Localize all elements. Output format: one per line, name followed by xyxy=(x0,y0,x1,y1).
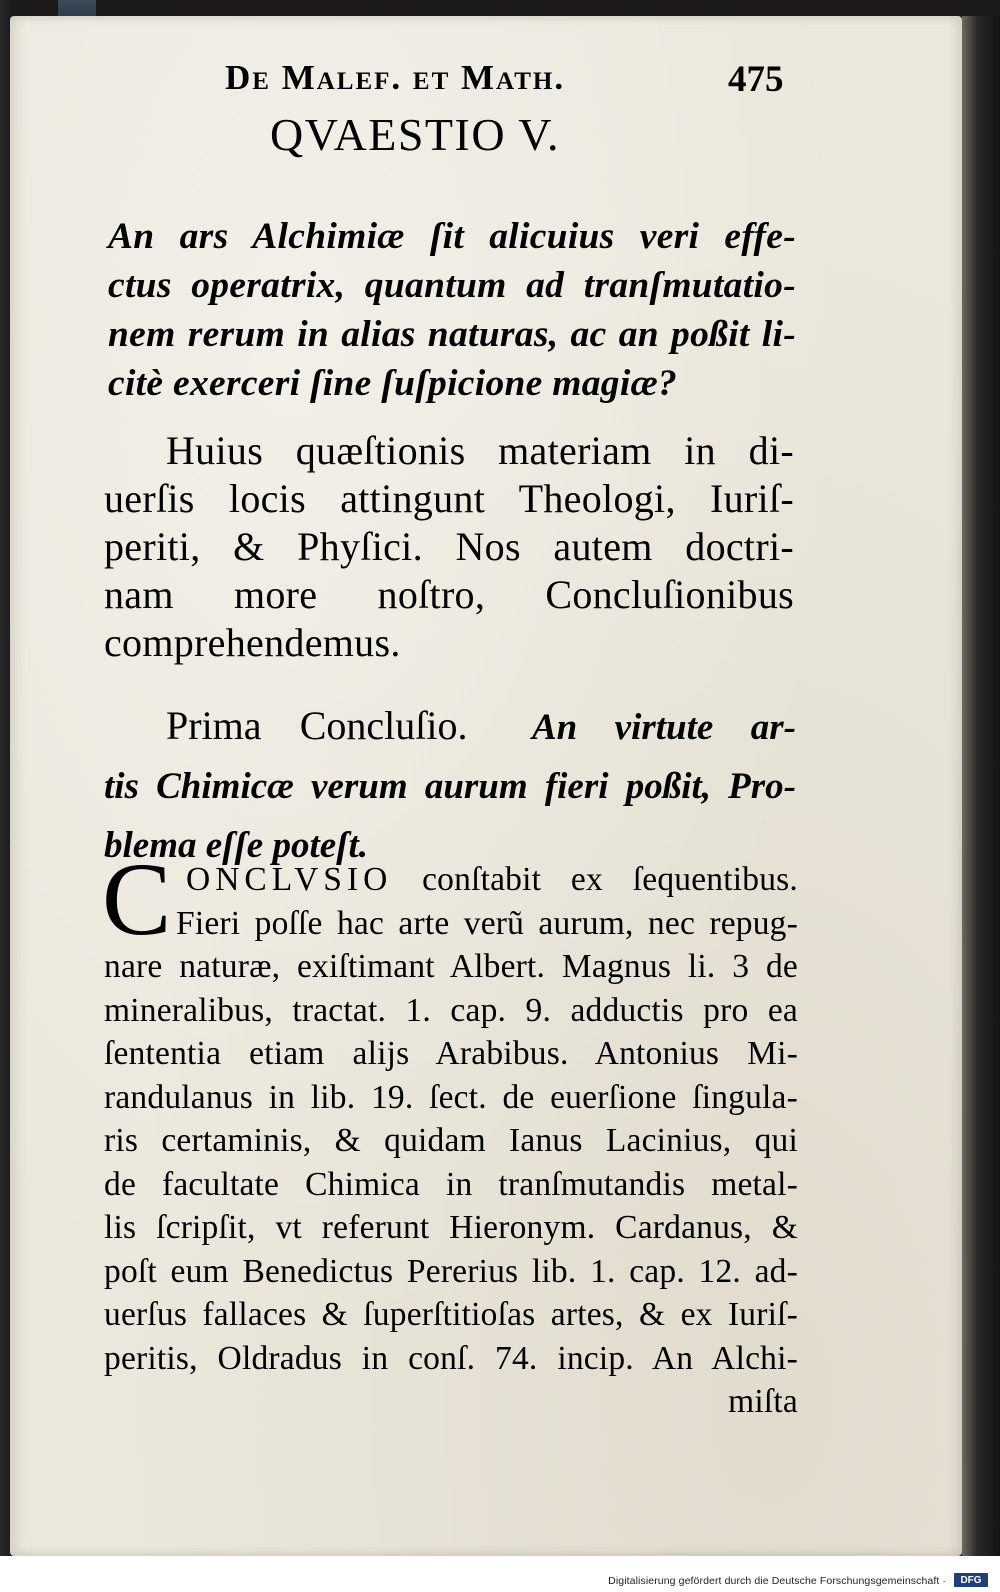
body-first-word: ONCLVSIO xyxy=(186,861,393,898)
intro-line: periti, & Phyſici. Nos autem doctri- xyxy=(104,524,794,569)
body-line: lis ſcripſit, vt referunt Hieronym. Cardanus, & xyxy=(104,1209,798,1246)
body-line: poſt eum Benedictus Pererius lib. 1. cap. 12. ad- xyxy=(104,1252,798,1290)
page-number: 475 xyxy=(728,59,784,100)
body-line: ſententia etiam alijs Arabibus. Antonius Mi- xyxy=(104,1035,798,1072)
body-line: nare naturæ, exiſtimant Albert. Magnus li. 3 de xyxy=(104,948,798,985)
conclusio-line xyxy=(104,700,796,761)
intro-line: Huius quæſtionis materiam in di- xyxy=(166,428,794,473)
body-paragraph xyxy=(104,858,798,1424)
catchword: miſta xyxy=(728,1383,798,1420)
page-fore-edge xyxy=(962,16,1000,1556)
conclusio-text: tis Chimicæ verum aurum fieri poßit, Pro- xyxy=(104,766,796,807)
conclusio-text: blema eſſe poteſt. xyxy=(104,825,369,866)
dfg-logo: DFG xyxy=(954,1573,988,1587)
question-text xyxy=(108,212,796,408)
intro-line: nam more noſtro, Concluſionibus xyxy=(104,572,794,617)
question-line: citè exerceri ſine ſuſpicione magiæ? xyxy=(108,363,677,404)
question-line: nem rerum in alias naturas, ac an poßit li- xyxy=(108,314,796,355)
conclusio-text: An virtute ar- xyxy=(531,707,797,748)
body-line: uerſus fallaces & ſuperſtitioſas artes, & ex Iuriſ- xyxy=(104,1296,798,1333)
body-line: mineralibus, tractat. 1. cap. 9. adductis pro ea xyxy=(104,991,798,1029)
body-line: Fieri poſſe hac arte verũ aurum, nec repug- xyxy=(176,904,798,942)
body-line: randulanus in lib. 19. ſect. de euerſione ſingula- xyxy=(104,1078,798,1116)
body-line: de facultate Chimica in tranſmutandis metal- xyxy=(104,1165,798,1203)
intro-line: comprehendemus. xyxy=(104,620,401,665)
conclusio-label: Prima Concluſio. xyxy=(166,703,468,748)
question-line: ctus operatrix, quantum ad tranſmutatio- xyxy=(108,265,796,306)
body-first-line-rest: conſtabit ex ſequentibus. xyxy=(422,861,798,898)
body-line xyxy=(104,858,798,902)
intro-line: uerſis locis attingunt Theologi, Iuriſ- xyxy=(104,476,794,521)
running-head: De Malef. et Math. xyxy=(225,58,566,97)
body-line: peritis, Oldradus in conſ. 74. incip. An Alchi- xyxy=(104,1339,798,1377)
drop-cap-initial: C xyxy=(102,842,172,957)
body-line: ris certaminis, & quidam Ianus Lacinius, qui xyxy=(104,1122,798,1159)
quaestio-title: QVAESTIO V. xyxy=(270,109,561,160)
conclusio-line xyxy=(104,761,796,820)
conclusio-heading xyxy=(104,700,796,879)
question-line: An ars Alchimiæ ſit alicuius veri effe- xyxy=(108,216,796,257)
footer-credit: Digitalisierung gefördert durch die Deutsche Forschungsgemeinschaft · xyxy=(608,1575,946,1587)
intro-paragraph xyxy=(104,427,794,667)
